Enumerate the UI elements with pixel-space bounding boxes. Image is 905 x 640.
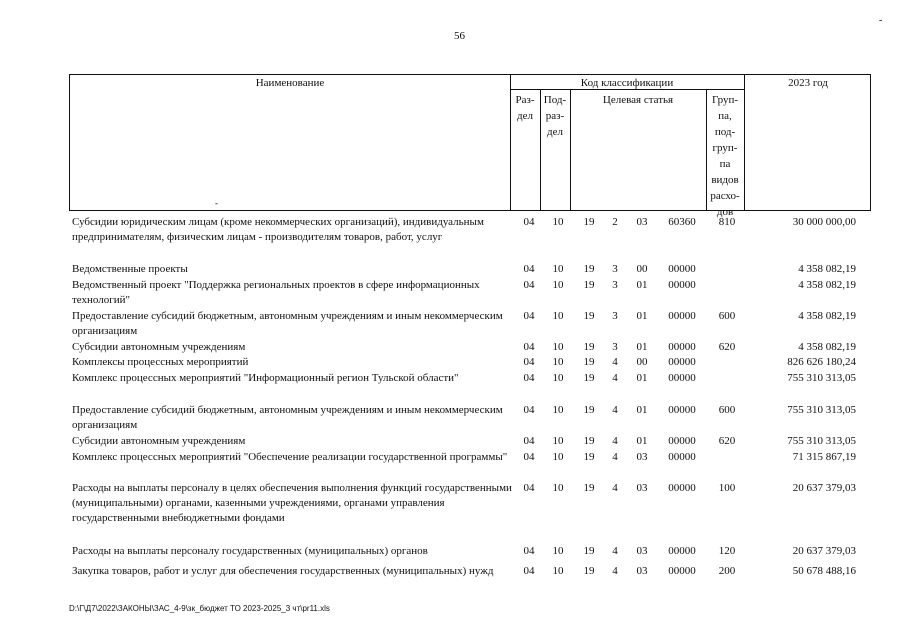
- row-name: Предоставление субсидий бюджетным, автономным учреждениям и иным некоммерческим организациям: [72, 310, 503, 337]
- razdel-cell: 04: [523, 263, 535, 275]
- amount-cell: 4 358 082,19: [798, 263, 856, 275]
- header-year: 2023 год: [788, 77, 828, 89]
- podrazdel-cell: 10: [552, 545, 564, 557]
- target-code-direction: 00000: [668, 545, 696, 557]
- target-code-program: 19: [583, 341, 595, 353]
- podrazdel-cell: 10: [552, 310, 564, 322]
- target-code-direction: 00000: [668, 565, 696, 577]
- target-code-direction: 00000: [668, 435, 696, 447]
- target-code-program: 19: [583, 565, 595, 577]
- expense-type-cell: 200: [718, 565, 736, 577]
- row-name: Предоставление субсидий бюджетным, автономным учреждениям и иным некоммерческим организациям: [72, 404, 503, 431]
- target-code-direction: 00000: [668, 404, 696, 416]
- target-code-type: 3: [612, 263, 618, 275]
- target-code-type: 4: [612, 565, 618, 577]
- target-code-direction: 60360: [668, 216, 696, 228]
- amount-cell: 20 637 379,03: [792, 545, 856, 557]
- target-code-direction: 00000: [668, 310, 696, 322]
- podrazdel-cell: 10: [552, 356, 564, 368]
- row-name: Комплекс процессных мероприятий "Информационный регион Тульской области": [72, 372, 459, 384]
- amount-cell: 4 358 082,19: [798, 310, 856, 322]
- target-code-item: 01: [636, 279, 648, 291]
- target-code-item: 03: [636, 451, 648, 463]
- header-podrazdel: Под- раз- дел: [543, 94, 567, 138]
- header-target-article: Целевая статья: [602, 94, 674, 106]
- expense-type-cell: 600: [718, 404, 736, 416]
- row-name: Субсидии юридическим лицам (кроме некоммерческих организаций), индивидуальным предпринимателям, физическим лицам - производителям товаров, работ, услуг: [72, 216, 484, 243]
- razdel-cell: 04: [523, 565, 535, 577]
- podrazdel-cell: 10: [552, 372, 564, 384]
- row-name: Комплекс процессных мероприятий "Обеспечение реализации государственной программы": [72, 451, 508, 463]
- target-code-type: 4: [612, 372, 618, 384]
- podrazdel-cell: 10: [552, 565, 564, 577]
- target-code-type: 3: [612, 341, 618, 353]
- target-code-type: 4: [612, 545, 618, 557]
- target-code-program: 19: [583, 356, 595, 368]
- header-name: Наименование: [255, 77, 325, 89]
- podrazdel-cell: 10: [552, 263, 564, 275]
- podrazdel-cell: 10: [552, 279, 564, 291]
- razdel-cell: 04: [523, 279, 535, 291]
- podrazdel-cell: 10: [552, 341, 564, 353]
- target-code-direction: 00000: [668, 372, 696, 384]
- amount-cell: 755 310 313,05: [787, 372, 856, 384]
- header-divider: [744, 75, 745, 210]
- razdel-cell: 04: [523, 404, 535, 416]
- amount-cell: 755 310 313,05: [787, 435, 856, 447]
- row-name: Субсидии автономным учреждениям: [72, 341, 246, 353]
- target-code-item: 03: [636, 216, 648, 228]
- podrazdel-cell: 10: [552, 404, 564, 416]
- target-code-type: 4: [612, 435, 618, 447]
- amount-cell: 20 637 379,03: [792, 482, 856, 494]
- podrazdel-cell: 10: [552, 216, 564, 228]
- row-name: Ведомственный проект "Поддержка региональных проектов в сфере информационных технологий": [72, 279, 480, 306]
- target-code-item: 03: [636, 565, 648, 577]
- target-code-direction: 00000: [668, 263, 696, 275]
- expense-type-cell: 600: [718, 310, 736, 322]
- target-code-program: 19: [583, 216, 595, 228]
- target-code-direction: 00000: [668, 482, 696, 494]
- header-expense-group: Груп- па, под- груп- па видов расхо- дов: [710, 94, 740, 218]
- target-code-program: 19: [583, 451, 595, 463]
- podrazdel-cell: 10: [552, 482, 564, 494]
- amount-cell: 30 000 000,00: [792, 216, 856, 228]
- target-code-type: 4: [612, 404, 618, 416]
- razdel-cell: 04: [523, 435, 535, 447]
- target-code-item: 01: [636, 341, 648, 353]
- expense-type-cell: 120: [718, 545, 736, 557]
- razdel-cell: 04: [523, 545, 535, 557]
- target-code-item: 01: [636, 372, 648, 384]
- tick-mark: -: [215, 198, 218, 208]
- expense-type-cell: 620: [718, 435, 736, 447]
- razdel-cell: 04: [523, 356, 535, 368]
- target-code-type: 2: [612, 216, 618, 228]
- amount-cell: 50 678 488,16: [792, 565, 856, 577]
- target-code-program: 19: [583, 372, 595, 384]
- amount-cell: 826 626 180,24: [787, 356, 856, 368]
- target-code-program: 19: [583, 435, 595, 447]
- expense-type-cell: 620: [718, 341, 736, 353]
- row-name: Ведомственные проекты: [72, 263, 188, 275]
- amount-cell: 4 358 082,19: [798, 341, 856, 353]
- row-name: Закупка товаров, работ и услуг для обеспечения государственных (муниципальных) нужд: [72, 565, 494, 577]
- target-code-type: 3: [612, 279, 618, 291]
- row-name: Комплексы процессных мероприятий: [72, 356, 249, 368]
- target-code-item: 03: [636, 482, 648, 494]
- amount-cell: 755 310 313,05: [787, 404, 856, 416]
- target-code-direction: 00000: [668, 451, 696, 463]
- razdel-cell: 04: [523, 372, 535, 384]
- table-header: [69, 74, 871, 218]
- header-divider: [570, 90, 571, 210]
- razdel-cell: 04: [523, 216, 535, 228]
- amount-cell: 4 358 082,19: [798, 279, 856, 291]
- target-code-direction: 00000: [668, 341, 696, 353]
- razdel-cell: 04: [523, 451, 535, 463]
- target-code-type: 4: [612, 451, 618, 463]
- amount-cell: 71 315 867,19: [792, 451, 856, 463]
- header-classification: Код классификации: [580, 77, 674, 89]
- target-code-program: 19: [583, 404, 595, 416]
- header-razdel: Раз- дел: [515, 94, 535, 122]
- target-code-program: 19: [583, 310, 595, 322]
- razdel-cell: 04: [523, 310, 535, 322]
- target-code-program: 19: [583, 279, 595, 291]
- target-code-program: 19: [583, 263, 595, 275]
- expense-type-cell: 810: [718, 216, 736, 228]
- target-code-direction: 00000: [668, 356, 696, 368]
- target-code-type: 4: [612, 356, 618, 368]
- podrazdel-cell: 10: [552, 451, 564, 463]
- page-number: 56: [454, 30, 465, 42]
- target-code-type: 3: [612, 310, 618, 322]
- target-code-program: 19: [583, 482, 595, 494]
- target-code-item: 03: [636, 545, 648, 557]
- target-code-item: 01: [636, 404, 648, 416]
- target-code-program: 19: [583, 545, 595, 557]
- razdel-cell: 04: [523, 341, 535, 353]
- target-code-item: 01: [636, 435, 648, 447]
- razdel-cell: 04: [523, 482, 535, 494]
- row-name: Расходы на выплаты персоналу государственных (муниципальных) органов: [72, 545, 428, 557]
- footer-file-path: D:\Г\Д7\2022\ЗАКОНЫ\ЗАС_4-9\зк_бюджет ТО 2023-2025_3 чт\pr11.xls: [69, 604, 330, 613]
- podrazdel-cell: 10: [552, 435, 564, 447]
- target-code-type: 4: [612, 482, 618, 494]
- target-code-item: 01: [636, 310, 648, 322]
- target-code-item: 00: [636, 356, 648, 368]
- target-code-item: 00: [636, 263, 648, 275]
- target-code-direction: 00000: [668, 279, 696, 291]
- row-name: Расходы на выплаты персоналу в целях обеспечения выполнения функций государственными (муниципальными) органами, казенными учреждениями, органами управления государственными внебюджетными фондами: [72, 482, 512, 524]
- row-name: Субсидии автономным учреждениям: [72, 435, 246, 447]
- corner-mark: -: [879, 15, 883, 26]
- expense-type-cell: 100: [718, 482, 736, 494]
